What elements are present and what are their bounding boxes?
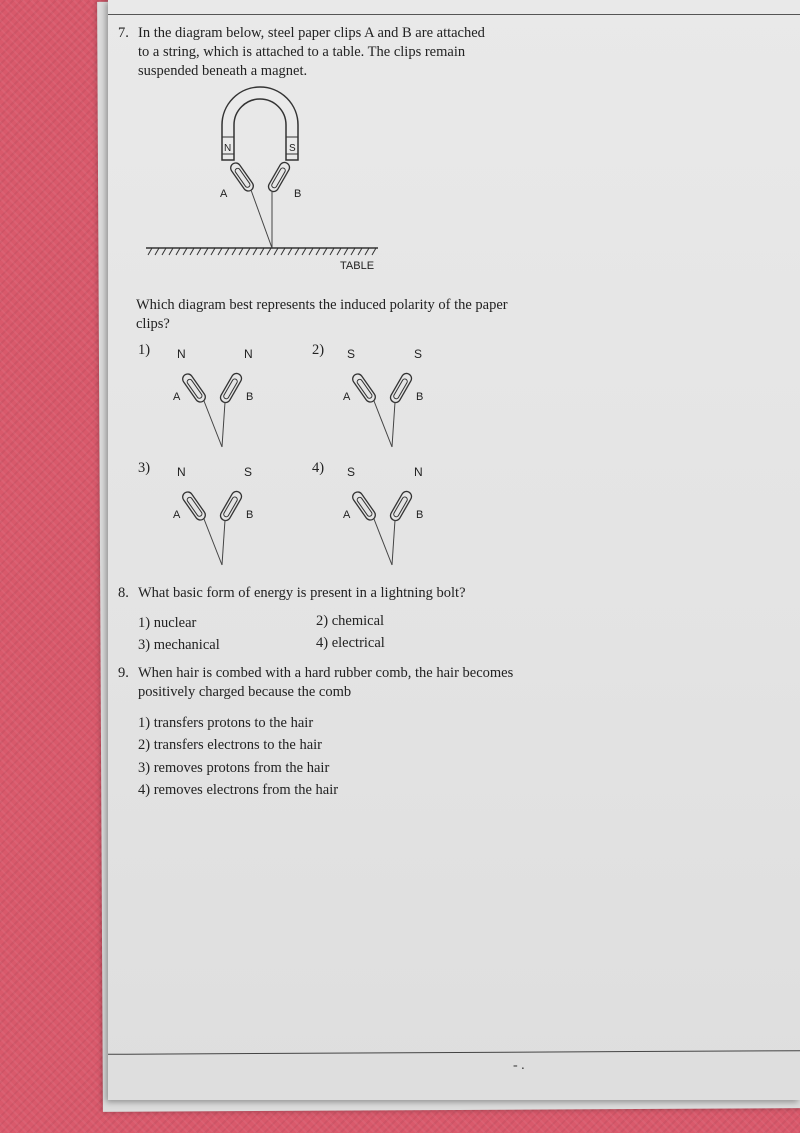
option-3-right-pole: S <box>244 465 253 479</box>
option-4-diagram <box>333 460 453 570</box>
option-2-number: 2) <box>312 342 325 358</box>
q8-choice-1: 1) nuclear <box>138 615 197 631</box>
option-1-number: 1) <box>138 342 151 358</box>
table-label: TABLE <box>340 260 375 272</box>
question-8-text: What basic form of energy is present in a lightning bolt? <box>138 585 466 601</box>
question-7-subquestion: Which diagram best represents the induced polarity of the paper clips? <box>136 297 508 332</box>
option-1-clip-a <box>181 372 208 404</box>
option-1-left-pole: N <box>177 347 186 361</box>
question-7-text: In the diagram below, steel paper clips A and B are attached to a string, which is attached to a table. The clips remain suspended beneath a magnet. <box>138 25 485 79</box>
bottom-rule <box>108 1050 800 1055</box>
option-3-clip-b <box>219 490 244 523</box>
option-1-diagram <box>163 342 283 452</box>
option-3-clip-b-label: B <box>246 509 254 521</box>
option-4-clip-a-label: A <box>343 509 351 521</box>
option-3-clip-a <box>181 490 208 522</box>
question-9 <box>118 664 538 702</box>
q9-choice-1: 1) transfers protons to the hair <box>138 715 314 731</box>
option-1-clip-a-label: A <box>173 391 181 403</box>
option-2-left-pole: S <box>347 347 356 361</box>
magnet-south-label: S <box>289 143 296 154</box>
option-4-left-pole: S <box>347 465 356 479</box>
q8-choice-4: 4) electrical <box>316 635 385 651</box>
question-9-number: 9. <box>118 665 129 681</box>
option-3-diagram <box>163 460 283 570</box>
q9-choice-2: 2) transfers electrons to the hair <box>138 737 322 753</box>
question-7-number: 7. <box>118 25 129 41</box>
q8-choice-3: 3) mechanical <box>138 637 220 653</box>
option-3-number: 3) <box>138 460 151 476</box>
option-3-clip-a-label: A <box>173 509 181 521</box>
question-9-text: When hair is combed with a hard rubber comb, the hair becomes positively charged because the comb <box>138 665 514 700</box>
string-a <box>251 190 272 248</box>
option-2-clip-a-label: A <box>343 391 351 403</box>
footer-marks: - . <box>513 1058 525 1073</box>
worksheet-page <box>108 0 800 1100</box>
question-7 <box>118 24 498 81</box>
question-8 <box>118 584 538 603</box>
horseshoe-magnet <box>222 87 298 160</box>
option-2-clip-b-label: B <box>416 391 424 403</box>
q9-choice-3: 3) removes protons from the hair <box>138 760 330 776</box>
option-4-number: 4) <box>312 460 325 476</box>
option-2-clip-b <box>389 372 414 405</box>
option-1-clip-b <box>219 372 244 405</box>
paper-clip-b <box>267 161 292 194</box>
magnet-diagram <box>138 85 398 275</box>
clip-b-label: B <box>294 188 302 200</box>
question-8-number: 8. <box>118 585 129 601</box>
option-2-right-pole: S <box>414 347 423 361</box>
table-hatching <box>148 248 376 255</box>
top-rule <box>108 14 800 15</box>
option-4-clip-a <box>351 490 378 522</box>
q8-choice-2: 2) chemical <box>316 613 385 629</box>
option-1-right-pole: N <box>244 347 253 361</box>
option-2-clip-a <box>351 372 378 404</box>
paper-clip-a <box>229 161 256 193</box>
option-4-clip-b-label: B <box>416 509 424 521</box>
clip-a-label: A <box>220 188 228 200</box>
option-2-diagram <box>333 342 453 452</box>
option-3-left-pole: N <box>177 465 186 479</box>
magnet-north-label: N <box>224 143 232 154</box>
option-1-clip-b-label: B <box>246 391 254 403</box>
q9-choice-4: 4) removes electrons from the hair <box>138 782 339 798</box>
option-4-clip-b <box>389 490 414 523</box>
option-4-right-pole: N <box>414 465 423 479</box>
